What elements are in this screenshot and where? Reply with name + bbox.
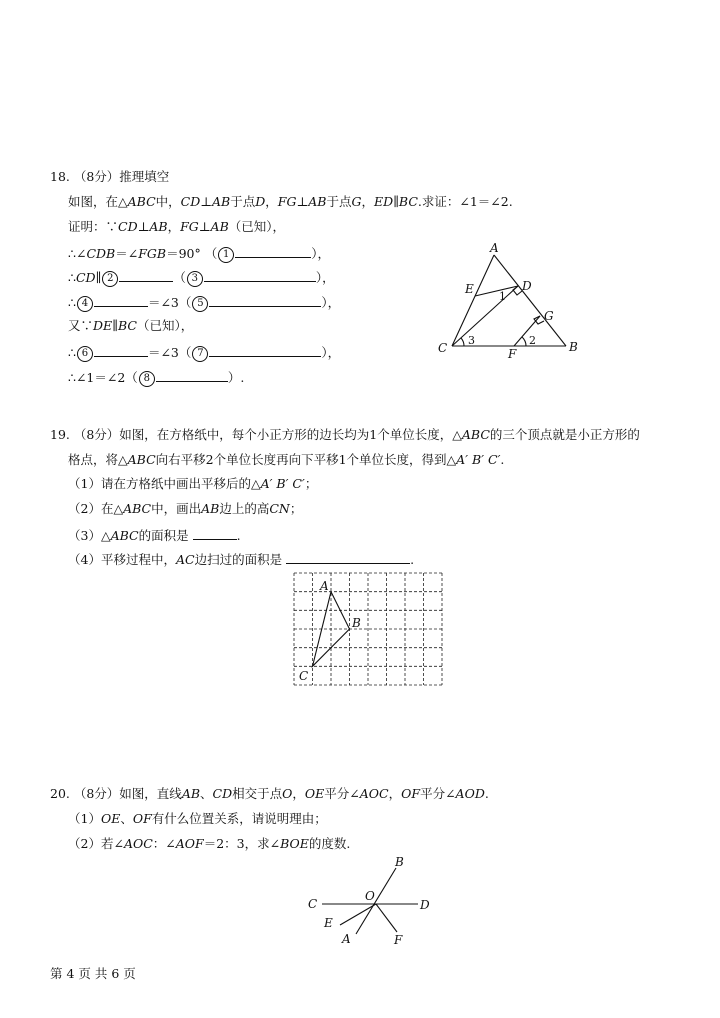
circled-number: 5	[192, 296, 208, 312]
label-e: E	[465, 282, 474, 296]
ray-of	[376, 904, 397, 932]
line-ab	[356, 868, 396, 934]
label-a: A	[320, 579, 329, 593]
q19-part-3: （3）△ABC的面积是 .	[68, 528, 241, 543]
q19-part-4: （4）平移过程中，AC边扫过的面积是 .	[68, 552, 415, 567]
circled-number: 4	[77, 296, 93, 312]
angle-arc-2	[522, 337, 526, 346]
circled-number: 3	[187, 271, 203, 287]
answer-blank-5[interactable]	[209, 293, 321, 307]
label-f: F	[508, 347, 517, 361]
q18-heading: 18. （8分）推理填空	[50, 169, 170, 184]
label-b: B	[395, 855, 404, 869]
q20-part-2: （2）若∠AOC：∠AOF＝2：3，求∠BOE的度数.	[68, 836, 351, 851]
label-c: C	[308, 897, 318, 911]
q18-proof-line-6: ∴∠1＝∠2（ 8 ）.	[68, 370, 245, 385]
angle-label-3: 3	[468, 334, 475, 347]
q20-line-1: 20. （8分）如图，直线AB、CD相交于点O，OE平分∠AOC，OF平分∠AOD.	[50, 786, 489, 801]
answer-blank-swept-area[interactable]	[286, 550, 410, 564]
label-f: F	[394, 933, 403, 947]
answer-blank-3[interactable]	[204, 268, 316, 282]
label-a: A	[342, 932, 351, 946]
q18-proof-line-4: 又∵DE∥BC（已知），	[68, 318, 194, 333]
q18-proof-line-2: ∴CD∥ 2 （ 3 ），	[68, 270, 335, 285]
label-g: G	[544, 309, 554, 323]
q19-line-1: 19. （8分）如图，在方格纸中，每个小正方形的边长均为1个单位长度，△ABC的三个顶点就是小正方形的	[50, 427, 640, 442]
q20-part-1: （1）OE、OF有什么位置关系，请说明理由；	[68, 811, 327, 826]
answer-blank-area[interactable]	[193, 526, 237, 540]
q18-statement: 如图，在△ABC中，CD⊥AB于点D，FG⊥AB于点G，ED∥BC.求证：∠1＝∠2.	[68, 194, 513, 209]
ray-oe	[340, 904, 376, 925]
label-a: A	[490, 241, 499, 255]
answer-blank-2[interactable]	[119, 268, 173, 282]
answer-blank-7[interactable]	[209, 343, 321, 357]
q19-part-1: （1）请在方格纸中画出平移后的△A′ B′ C′；	[68, 476, 318, 491]
q20-lines-figure	[300, 852, 440, 952]
label-b: B	[352, 616, 361, 630]
label-e: E	[324, 916, 333, 930]
q18-proof-line-5: ∴ 6 ＝∠3（ 7 ），	[68, 345, 341, 360]
label-c: C	[438, 341, 448, 355]
answer-blank-1[interactable]	[235, 244, 311, 258]
answer-blank-4[interactable]	[94, 293, 148, 307]
angle-label-2: 2	[529, 334, 536, 347]
segment-cd	[452, 286, 518, 346]
circled-number: 8	[139, 371, 155, 387]
label-d: D	[522, 279, 532, 293]
q18-proof-given: 证明：∵CD⊥AB，FG⊥AB（已知），	[68, 219, 286, 234]
label-d: D	[420, 898, 430, 912]
q18-triangle-figure	[430, 240, 600, 365]
q18-proof-line-3: ∴ 4 ＝∠3（ 5 ），	[68, 295, 341, 310]
segment-ed	[475, 286, 518, 296]
segment-ac	[452, 255, 494, 346]
answer-blank-6[interactable]	[94, 343, 148, 357]
q19-part-2: （2）在△ABC中，画出AB边上的高CN；	[68, 501, 303, 516]
circled-number: 6	[77, 346, 93, 362]
label-o: O	[365, 889, 375, 903]
circled-number: 1	[218, 247, 234, 263]
q19-line-2: 格点，将△ABC向右平移2个单位长度再向下平移1个单位长度，得到△A′ B′ C′.	[68, 452, 505, 467]
circled-number: 2	[102, 271, 118, 287]
answer-blank-8[interactable]	[156, 368, 228, 382]
circled-number: 7	[192, 346, 208, 362]
page-footer: 第 4 页 共 6 页	[50, 966, 136, 981]
angle-label-1: 1	[499, 290, 506, 303]
label-b: B	[569, 340, 578, 354]
segment-fg	[514, 316, 540, 346]
angle-arc-3	[461, 338, 464, 346]
label-c: C	[299, 669, 309, 683]
q19-grid-figure	[290, 568, 450, 690]
q18-proof-line-1: ∴∠CDB＝∠FGB＝90° （ 1 ），	[68, 246, 330, 261]
